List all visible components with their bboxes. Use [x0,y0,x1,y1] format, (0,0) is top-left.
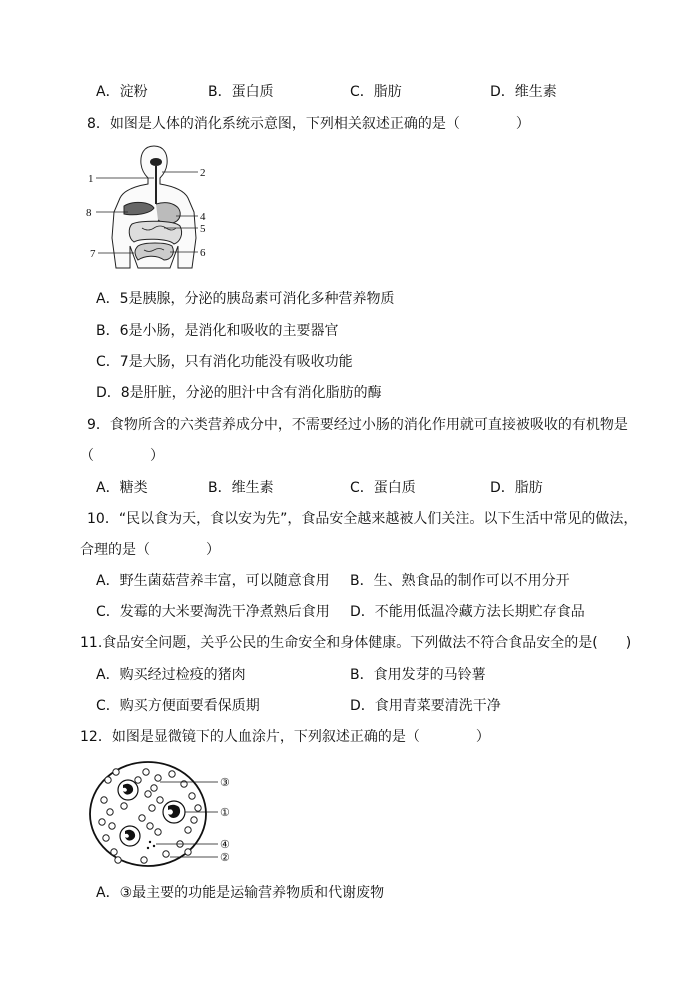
q11-option-b: B．食用发芽的马铃薯 [350,667,486,683]
fig8-label-2: 2 [200,167,206,179]
q9-option-d: D．脂肪 [490,480,543,496]
q7-option-d: D．维生素 [490,84,557,100]
q8-option-b: B．6是小肠，是消化和吸收的主要器官 [96,323,339,339]
red-blood-cell [149,805,155,811]
red-blood-cell [135,777,141,783]
red-blood-cell [99,819,105,825]
fig8-label-7: 7 [90,248,96,260]
fig8-label-5: 5 [200,223,206,235]
q9-blank: （ ） [80,448,164,464]
red-blood-cell [163,851,169,857]
q8-option-d: D．8是肝脏，分泌的胆汁中含有消化脂肪的酶 [96,385,382,401]
fig8-label-6: 6 [200,247,206,259]
q12-stem: 12．如图是显微镜下的人血涂片，下列叙述正确的是（ ） [80,729,490,745]
q8-stem: 8．如图是人体的消化系统示意图，下列相关叙述正确的是（ ） [87,116,530,132]
q10-option-c: C．发霉的大米要淘洗干净煮熟后食用 [96,604,330,620]
q7-option-b: B．蛋白质 [208,84,274,100]
q9-stem: 9．食物所含的六类营养成分中，不需要经过小肠的消化作用就可直接被吸收的有机物是 [87,417,628,433]
red-blood-cell [185,827,191,833]
red-blood-cell [141,857,147,863]
red-blood-cell [115,857,121,863]
red-blood-cell [189,793,195,799]
blood-smear-figure [88,760,248,872]
fig12-label-2: ② [220,852,230,864]
red-blood-cell [191,817,197,823]
q9-option-a: A．糖类 [96,480,148,496]
red-blood-cell [121,803,127,809]
red-blood-cell [151,785,157,791]
q7-option-c: C．脂肪 [350,84,402,100]
q12-option-a: A．③最主要的功能是运输营养物质和代谢废物 [96,885,385,901]
q9-option-c: C．蛋白质 [350,480,416,496]
red-blood-cell [169,771,175,777]
fig8-label-8: 8 [86,207,92,219]
red-blood-cell [195,805,201,811]
red-blood-cell [105,777,111,783]
q10-option-b: B．生、熟食品的制作可以不用分开 [350,573,570,589]
red-blood-cell [145,791,151,797]
q11-option-a: A．购买经过检疫的猪肉 [96,667,246,683]
q10-stem-continued: 合理的是（ ） [80,542,220,558]
q11-stem: 11.食品安全问题，关乎公民的生命安全和身体健康。下列做法不符合食品安全的是( ) [80,635,632,651]
q8-option-c: C．7是大肠，只有消化功能没有吸收功能 [96,354,353,370]
red-blood-cell [111,849,117,855]
q10-option-d: D．不能用低温冷藏方法长期贮存食品 [350,604,585,620]
q8-option-a: A．5是胰腺，分泌的胰岛素可消化多种营养物质 [96,291,395,307]
red-blood-cell [157,797,163,803]
digestive-system-figure [84,142,224,274]
q11-option-d: D．食用青菜要清洗干净 [350,698,501,714]
red-blood-cell [101,797,107,803]
red-blood-cell [109,823,115,829]
fig12-label-1: ① [220,807,230,819]
red-blood-cell [103,835,109,841]
fig8-label-4: 4 [200,211,206,223]
fig12-label-4: ④ [220,839,230,851]
red-blood-cell [107,809,113,815]
red-blood-cell [139,815,145,821]
red-blood-cell [155,775,161,781]
fig12-label-3: ③ [220,777,230,789]
q7-option-a: A．淀粉 [96,84,148,100]
q10-option-a: A．野生菌菇营养丰富，可以随意食用 [96,573,330,589]
red-blood-cell [143,769,149,775]
q9-option-b: B．维生素 [208,480,274,496]
fig8-label-1: 1 [88,173,94,185]
q10-stem: 10．“民以食为天，食以安为先”，食品安全越来越被人们关注。以下生活中常见的做法， [87,511,638,527]
red-blood-cell [155,829,161,835]
q11-option-c: C．购买方便面要看保质期 [96,698,260,714]
red-blood-cell [147,823,153,829]
red-blood-cell [113,769,119,775]
red-blood-cell [185,849,191,855]
